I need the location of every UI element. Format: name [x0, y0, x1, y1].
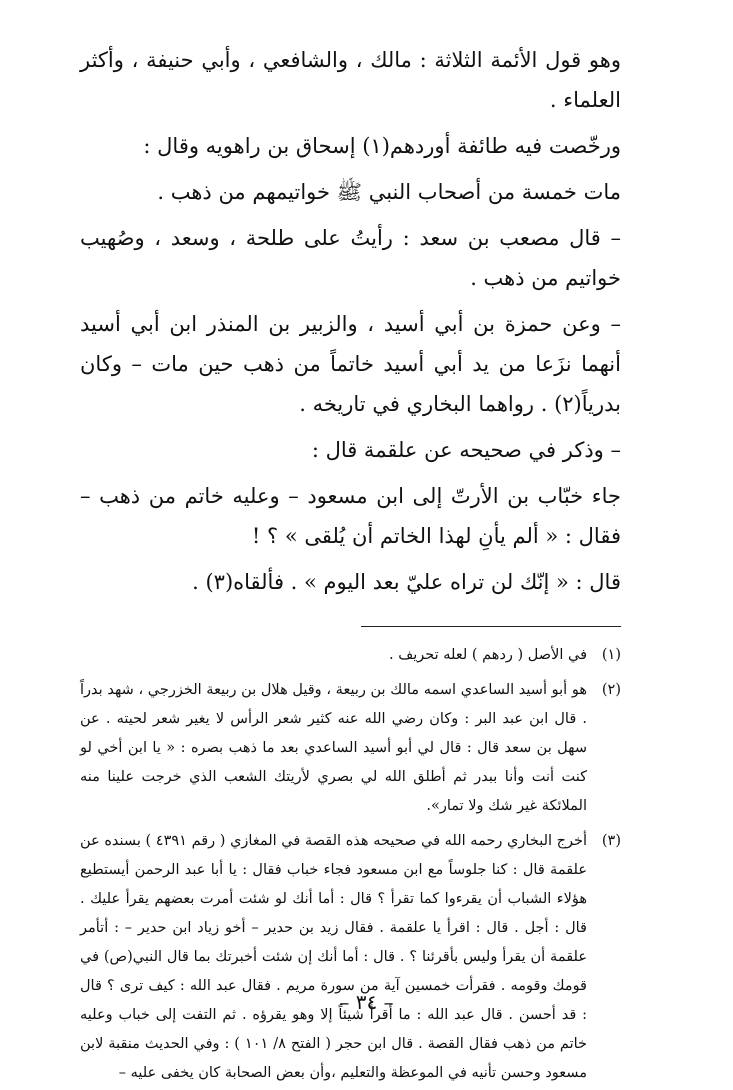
paragraph-5: – وعن حمزة بن أبي أسيد ، والزبير بن المنذر ابن أبي أسيد أنهما نزَعا من يد أبي أسيد خاتماً من ذهب حين مات – وكان بدرياً(٢) . رواهما البخاري في تاريخه . — [80, 312, 621, 416]
paragraph-7: جاء خبّاب بن الأرتّ إلى ابن مسعود – وعليه خاتم من ذهب – فقال : « ألم يأنِ لهذا الخاتم أن يُلقى » ؟ ! — [80, 484, 621, 548]
footnote-3 — [80, 827, 621, 1088]
footnote-2 — [80, 676, 621, 821]
paragraph-4: – قال مصعب بن سعد : رأيتُ على طلحة ، وسعد ، وصُهيب خواتيم من ذهب . — [80, 226, 621, 290]
footnote-text: في الأصل ( ردهم ) لعله تحريف . — [389, 647, 587, 663]
footnote-1 — [80, 641, 621, 670]
footnote-number: (١) — [601, 647, 621, 663]
footnote-text: هو أبو أسيد الساعدي اسمه مالك بن ربيعة ، وقيل هلال بن ربيعة الخزرجي ، شهد بدراً . قال ابن عبد البر : وكان رضي الله عنه كثير شعر الرأس لا يغير شعر لحيته . عن سهل بن سعد قال : قال لي أبو أسيد الساعدي بعد ما ذهب بصره : « يا ابن أخي لو كنت أنت وأنا ببدر ثم أطلق الله لي بصري لأريتك الشعب الذي خرجت علينا منه الملائكة غير شك ولا تمار». — [80, 682, 587, 814]
footnote-text: أخرج البخاري رحمه الله في صحيحه هذه القصة في المغازي ( رقم ٤٣٩١ ) بسنده عن علقمة قال : كنا جلوساً مع ابن مسعود فجاء خباب فقال : يا أبا عبد الرحمن أيستطيع هؤلاء الشباب أن يقرءوا كما تقرأ ؟ قال : أما أنك لو شئت أمرت بعضهم يقرأ عليك . قال : أجل . قال : اقرأ يا علقمة . فقال زيد بن حدير – أخو زياد ابن حدير – : أتأمر علقمة أن يقرأ وليس بأقرئنا ؟ . قال : أما أنك إن شئت أخبرتك بما قال النبي(ص) في قومك وقومه . فقرأت خمسين آية من سورة مريم . فقال عبد الله : كيف ترى ؟ قال : قد أحسن . قال عبد الله : ما أقرأ شيئاً إلا وهو يقرؤه . ثم التفت إلى خباب وعليه خاتم من ذهب فقال القصة . قال ابن حجر ( الفتح ٨/ ١٠١ ) : وفي الحديث منقبة لابن مسعود وحسن تأنيه في الموعظة والتعليم ،وأن بعض الصحابة كان يخفى عليه – — [80, 833, 587, 1081]
page-number: – ٣٤ – — [339, 990, 394, 1014]
paragraph-3: مات خمسة من أصحاب النبي ﷺ خواتيمهم من ذهب . — [157, 180, 621, 204]
footnotes — [80, 641, 621, 1088]
footnote-separator — [361, 626, 621, 627]
footnote-number: (٣) — [601, 833, 621, 849]
paragraph-6: – وذكر في صحيحه عن علقمة قال : — [311, 438, 621, 462]
paragraph-1: وهو قول الأئمة الثلاثة : مالك ، والشافعي ، وأبي حنيفة ، وأكثر العلماء . — [80, 48, 621, 112]
paragraph-2: ورخّصت فيه طائفة أوردهم(١) إسحاق بن راهويه وقال : — [143, 134, 621, 158]
main-text — [80, 40, 621, 602]
footnote-number: (٢) — [601, 682, 621, 698]
paragraph-8: قال : « إنّك لن تراه عليّ بعد اليوم » . فألقاه(٣) . — [192, 570, 621, 594]
